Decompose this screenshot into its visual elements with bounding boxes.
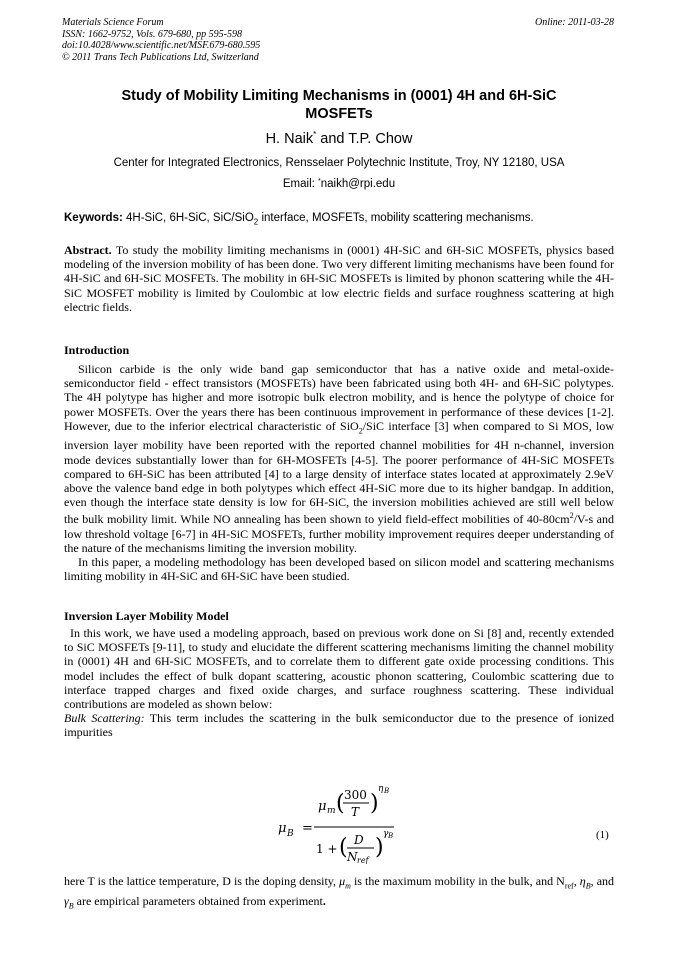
section-heading-introduction: Introduction bbox=[64, 343, 130, 357]
bulk-scattering-label: Bulk Scattering: bbox=[64, 711, 145, 726]
author-mark: * bbox=[313, 130, 317, 139]
expl-dot: . bbox=[322, 893, 326, 908]
section-heading-mobility-model: Inversion Layer Mobility Model bbox=[64, 609, 229, 623]
equation-1 bbox=[270, 772, 470, 864]
expl-c: , bbox=[573, 874, 580, 888]
expl-gamma-sub: B bbox=[68, 900, 74, 910]
author-naik: H. Naik bbox=[265, 131, 314, 147]
expl-b: is the maximum mobility in the bulk, and N bbox=[350, 874, 565, 888]
eq-mu-m-sub: m bbox=[327, 806, 336, 816]
title-line-2: MOSFETs bbox=[305, 106, 373, 122]
equation-explanation bbox=[64, 874, 614, 913]
author-chow: and T.P. Chow bbox=[316, 131, 413, 147]
eq-exp-eta: η bbox=[378, 784, 384, 794]
intro-p1-sub: 2 bbox=[358, 426, 363, 436]
affiliation: Center for Integrated Electronics, Rensselaer Polytechnic Institute, Troy, NY 12180, USA bbox=[113, 157, 565, 169]
eq-paren-close-2: ) bbox=[375, 835, 384, 860]
bulk-scattering-paragraph bbox=[64, 711, 614, 739]
keywords bbox=[64, 212, 614, 226]
intro-p1-a: Silicon carbide is the only wide band gap semiconductor that has a native oxide and metal-oxide-semiconductor field - effect transistors (MOSFETs) have been fabricated using both 4H- and 6H-SiC polytypes. The 4H polytype has higher and more isotropic bulk electron mobility, and is hence the polytype of choice for power MOSFETs. Over the years there has been continuous improvement in performance of these devices [1-2]. However, due to the inferior electrical characteristic of SiO bbox=[64, 362, 614, 433]
abstract-text: To study the mobility limiting mechanisms in (0001) 4H-SiC and 6H-SiC MOSFETs, physics based modeling of the inversion mobility of has been done. Two very different limiting mechanisms have been found for 4H-SiC and 6H-SiC MOSFETs. The mobility in 6H-SiC MOSFETs is limited by phonon scattering while the 4H-SiC MOSFET mobility is limited by Coulombic at low electric fields and surface roughness scattering at high electric fields. bbox=[64, 243, 614, 314]
expl-mu-m: μ bbox=[339, 874, 346, 888]
introduction-body bbox=[64, 362, 614, 583]
journal-name: Materials Science Forum bbox=[62, 17, 164, 28]
mobility-model-body bbox=[64, 626, 614, 740]
expl-mu-m-sub: m bbox=[345, 881, 351, 891]
eq-mu-m: μ bbox=[318, 799, 327, 814]
journal-header bbox=[62, 17, 260, 63]
expl-gamma: γ bbox=[64, 893, 69, 908]
expl-nref-sub: ref bbox=[564, 881, 574, 891]
intro-paragraph-1 bbox=[64, 362, 614, 555]
equation-number: (1) bbox=[596, 829, 609, 841]
doi-line: doi:10.4028/www.scientific.net/MSF.679-680.595 bbox=[62, 40, 261, 51]
eq-exp-eta-sub: B bbox=[384, 787, 390, 795]
eq-300: 300 bbox=[344, 788, 367, 802]
expl-eta-sub: B bbox=[585, 881, 591, 891]
eq-T: T bbox=[351, 805, 360, 819]
authors bbox=[64, 130, 614, 147]
abstract-label: Abstract. bbox=[64, 243, 112, 257]
email-label: Email: bbox=[282, 178, 319, 190]
intro-p1-b: /SiC interface [3] when compared to Si MOS, low inversion layer mobility have been reported with the reported channel mobilities for 4H n-channel, inversion mode devices substantially lower than for 6H-MOSFETs [4-5]. The poorer performance of 4H-SiC MOSFETs compared to 6H-SiC has been attributed [4] to a large density of interface states located at approximately 2.9eV above the valence band edge in both polytypes which effect 4H-SiC more due to its higher bandgap. In addition, even though the interface state density is low for 6H-SiC, the inversion mobilities achieved are still well below the bulk mobility limit. While NO annealing has been shown to yield field-effect mobilities of 40-80cm bbox=[64, 418, 614, 527]
keywords-text-b: interface, MOSFETs, mobility scattering mechanisms. bbox=[258, 212, 534, 224]
intro-paragraph-2: In this paper, a modeling methodology has been developed based on silicon model and scattering mechanisms limiting mobility in 4H-SiC and 6H-SiC have been studied. bbox=[64, 555, 614, 584]
keywords-text-a: 4H-SiC, 6H-SiC, SiC/SiO bbox=[122, 212, 254, 224]
paper-title bbox=[70, 87, 608, 123]
abstract bbox=[64, 243, 614, 314]
eq-lhs-sub: B bbox=[287, 829, 294, 839]
expl-d: , and bbox=[590, 874, 615, 888]
intro-p1-c: /V-s and low threshold voltage [6-7] in 4H-SiC MOSFETs, further mobility improvement requires deeper understanding of the nature of the mechanisms limiting the inversion mobility. bbox=[64, 512, 614, 555]
mobility-paragraph-1: In this work, we have used a modeling approach, based on previous work done on Si [8] and, recently extended to SiC MOSFETs [9-11], to study and elucidate the different scattering mechanisms limiting the channel mobility in (0001) 4H and 6H-SiC MOSFETs, and to correlate them to different gate oxide processing conditions. This model includes the effect of bulk dopant scattering, acoustic phonon scattering, Coulombic scattering due to interface trapped charges and fixed oxide charges, and surface roughness scattering. These individual contributions are modeled as shown below: bbox=[64, 626, 614, 712]
eq-one-plus: 1 + bbox=[316, 842, 338, 856]
bulk-scattering-text: This term includes the scattering in the bulk semiconductor due to the presence of ionized impurities bbox=[64, 711, 614, 740]
email-mark: * bbox=[318, 178, 321, 185]
keywords-label: Keywords: bbox=[64, 212, 123, 224]
eq-exp-gamma-sub: B bbox=[388, 832, 394, 840]
expl-e: are empirical parameters obtained from experiment bbox=[73, 893, 323, 908]
title-line-1: Study of Mobility Limiting Mechanisms in (0001) 4H and 6H-SiC bbox=[121, 88, 557, 104]
eq-D: D bbox=[354, 833, 364, 847]
email-line bbox=[64, 178, 614, 190]
copyright-line: © 2011 Trans Tech Publications Ltd, Switzerland bbox=[62, 51, 259, 63]
eq-N-sub: ref bbox=[357, 856, 369, 864]
eq-equals: = bbox=[302, 821, 313, 836]
eq-paren-close-1: ) bbox=[370, 791, 379, 816]
keywords-sub: 2 bbox=[253, 217, 259, 227]
eq-lhs: μ bbox=[278, 821, 287, 836]
online-date: Online: 2011-03-28 bbox=[535, 17, 614, 28]
email-address: naikh@rpi.edu bbox=[320, 178, 396, 190]
eq-paren-open-1: ( bbox=[336, 791, 345, 816]
eq-exp-gamma: γ bbox=[383, 829, 389, 839]
expl-a: here T is the lattice temperature, D is the doping density, bbox=[64, 874, 340, 888]
eq-N: N bbox=[347, 850, 358, 864]
issn-line: ISSN: 1662-9752, Vols. 679-680, pp 595-598 bbox=[62, 28, 242, 40]
expl-eta: η bbox=[579, 874, 586, 888]
eq-paren-open-2: ( bbox=[339, 835, 348, 860]
intro-p1-sup: 2 bbox=[569, 511, 574, 521]
